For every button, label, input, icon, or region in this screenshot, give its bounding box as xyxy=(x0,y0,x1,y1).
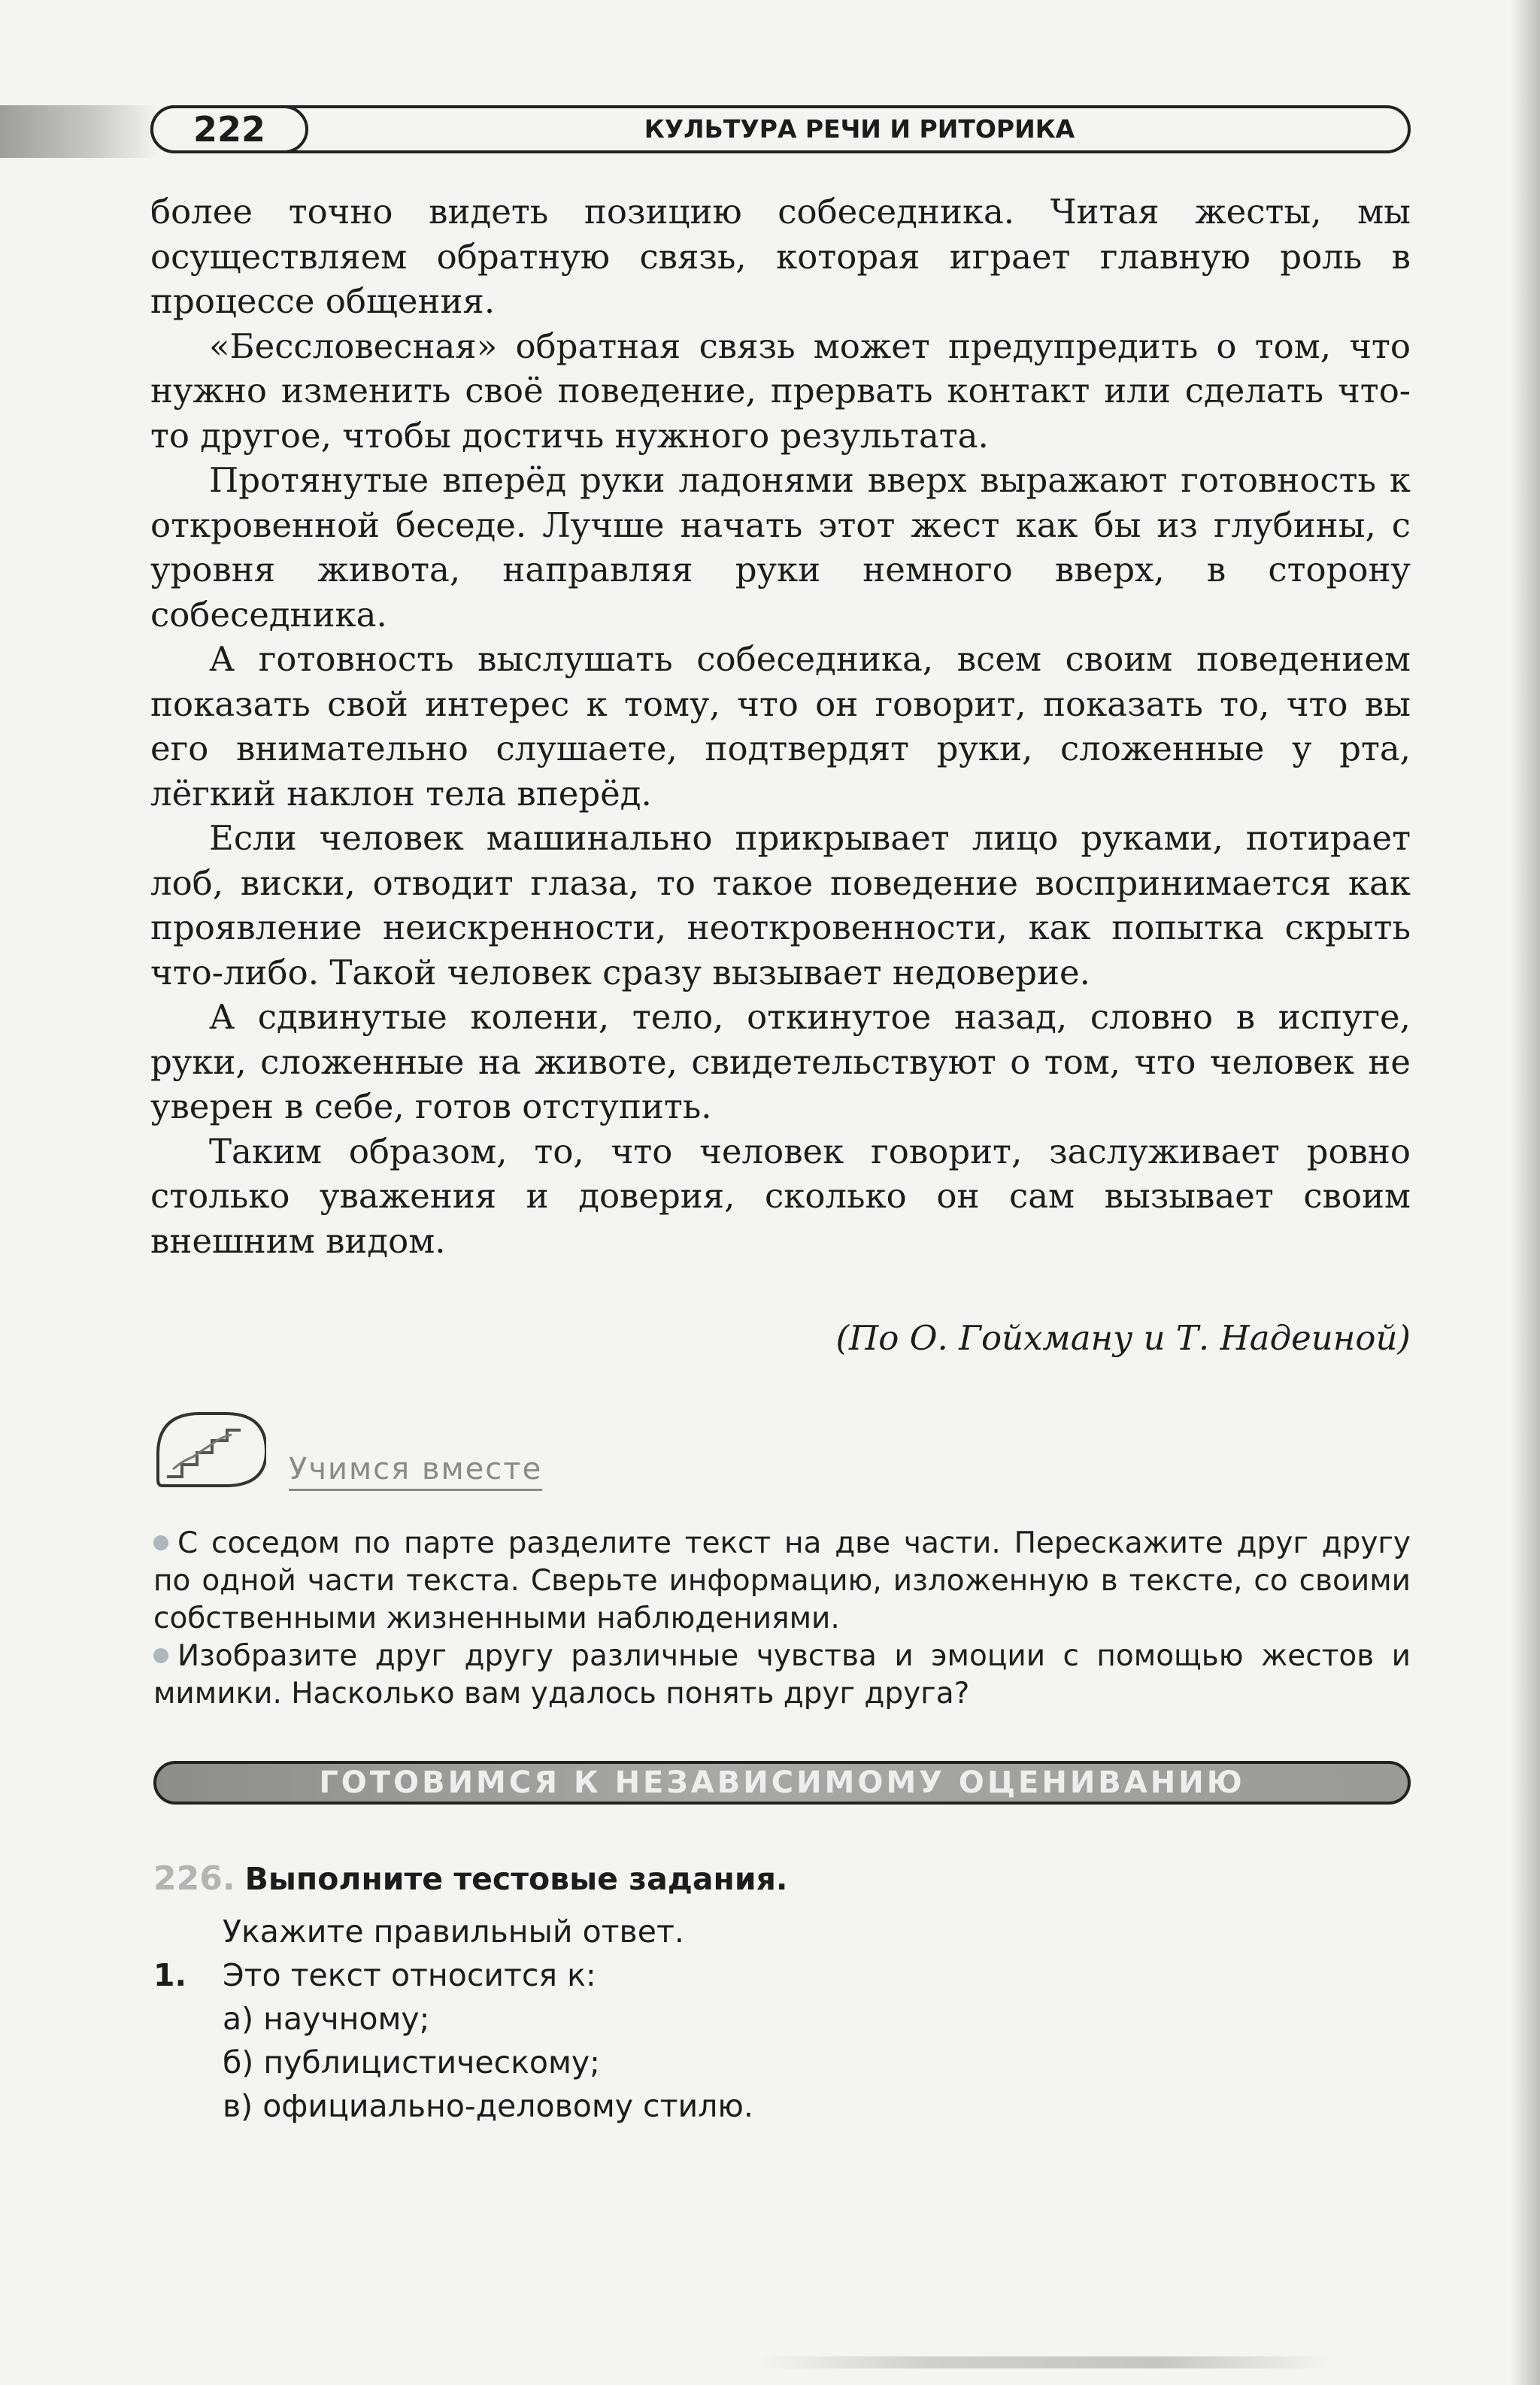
task-body xyxy=(153,1910,1411,2128)
task-header xyxy=(153,1857,1411,1901)
question xyxy=(153,1953,1411,1997)
scan-smudge xyxy=(0,105,158,158)
stairs-icon xyxy=(153,1408,266,1490)
paragraph: Если человек машинально прикрывает лицо руками, потирает лоб, виски, отводит глаза, то такое поведение воспринимается как проявление неискренности, неоткровенности, как попытка скрыть что-либо. Такой человек сразу вызывает недоверие. xyxy=(150,818,1411,992)
task-number: 226. xyxy=(153,1859,235,1898)
paragraph: Таким образом, то, что человек говорит, заслуживает ровно столько уважения и доверия, сколько он сам вызывает своим внешним видом. xyxy=(150,1131,1411,1261)
activity-item xyxy=(153,1638,1411,1713)
running-header xyxy=(150,105,1411,156)
source-attribution: (По О. Гойхману и Т. Надеиной) xyxy=(835,1318,1411,1358)
activity-text: Изобразите друг другу различные чувства и эмоции с помощью жестов и мимики. Насколько вам удалось понять друг друга? xyxy=(153,1639,1411,1711)
page-number: 222 xyxy=(150,105,308,153)
activity-list xyxy=(153,1525,1411,1713)
answer-option: б) публицистическому; xyxy=(223,2044,600,2080)
learn-together-label: Учимся вместе xyxy=(289,1451,542,1491)
learn-together-heading xyxy=(153,1408,605,1490)
paragraph: более точно видеть позицию собеседника. Читая жесты, мы осуществляем обратную связь, которая играет главную роль в процессе общения. xyxy=(150,192,1411,321)
answer-option: в) официально-деловому стилю. xyxy=(223,2088,753,2124)
activity-item xyxy=(153,1525,1411,1638)
answer-option: а) научному; xyxy=(223,2001,430,2037)
question-text: Это текст относится к: xyxy=(223,1957,596,1993)
running-title: КУЛЬТУРА РЕЧИ И РИТОРИКА xyxy=(644,114,1075,144)
body-text xyxy=(150,189,1411,1263)
paragraph: А готовность выслушать собеседника, всем своим поведением показать свой интерес к тому, что он говорит, показать то, что вы его внимательно слушаете, подтвердят руки, сложенные у рта, лёгкий наклон тела вперёд. xyxy=(150,639,1411,814)
assessment-banner: ГОТОВИМСЯ К НЕЗАВИСИМОМУ ОЦЕНИВАНИЮ xyxy=(153,1761,1411,1805)
bullet-icon xyxy=(153,1535,168,1550)
paragraph: А сдвинутые колени, тело, откинутое назад, словно в испуге, руки, сложенные на животе, свидетельствуют о том, что человек не уверен в себе, готов отступить. xyxy=(150,997,1411,1126)
scan-smudge-bottom xyxy=(759,2356,1331,2368)
paragraph: Протянутые вперёд руки ладонями вверх выражают готовность к откровенной беседе. Лучше начать этот жест как бы из глубины, с уровня живота, направляя руки немного вверх, в сторону собеседника. xyxy=(150,460,1411,635)
bullet-icon xyxy=(153,1648,168,1663)
task-title: Выполните тестовые задания. xyxy=(244,1861,788,1897)
question-number: 1. xyxy=(153,1957,187,1993)
task-instruction: Укажите правильный ответ. xyxy=(223,1914,684,1950)
page-edge-shadow xyxy=(1510,0,1540,2385)
activity-text: С соседом по парте разделите текст на две части. Перескажите друг другу по одной части текста. Сверьте информацию, изложенную в тексте, со своими собственными жизненными наблюдениями. xyxy=(153,1526,1411,1635)
paragraph: «Бессловесная» обратная связь может предупредить о том, что нужно изменить своё поведение, прервать контакт или сделать что-то другое, чтобы достичь нужного результата. xyxy=(150,326,1411,456)
test-task xyxy=(153,1857,1411,2128)
